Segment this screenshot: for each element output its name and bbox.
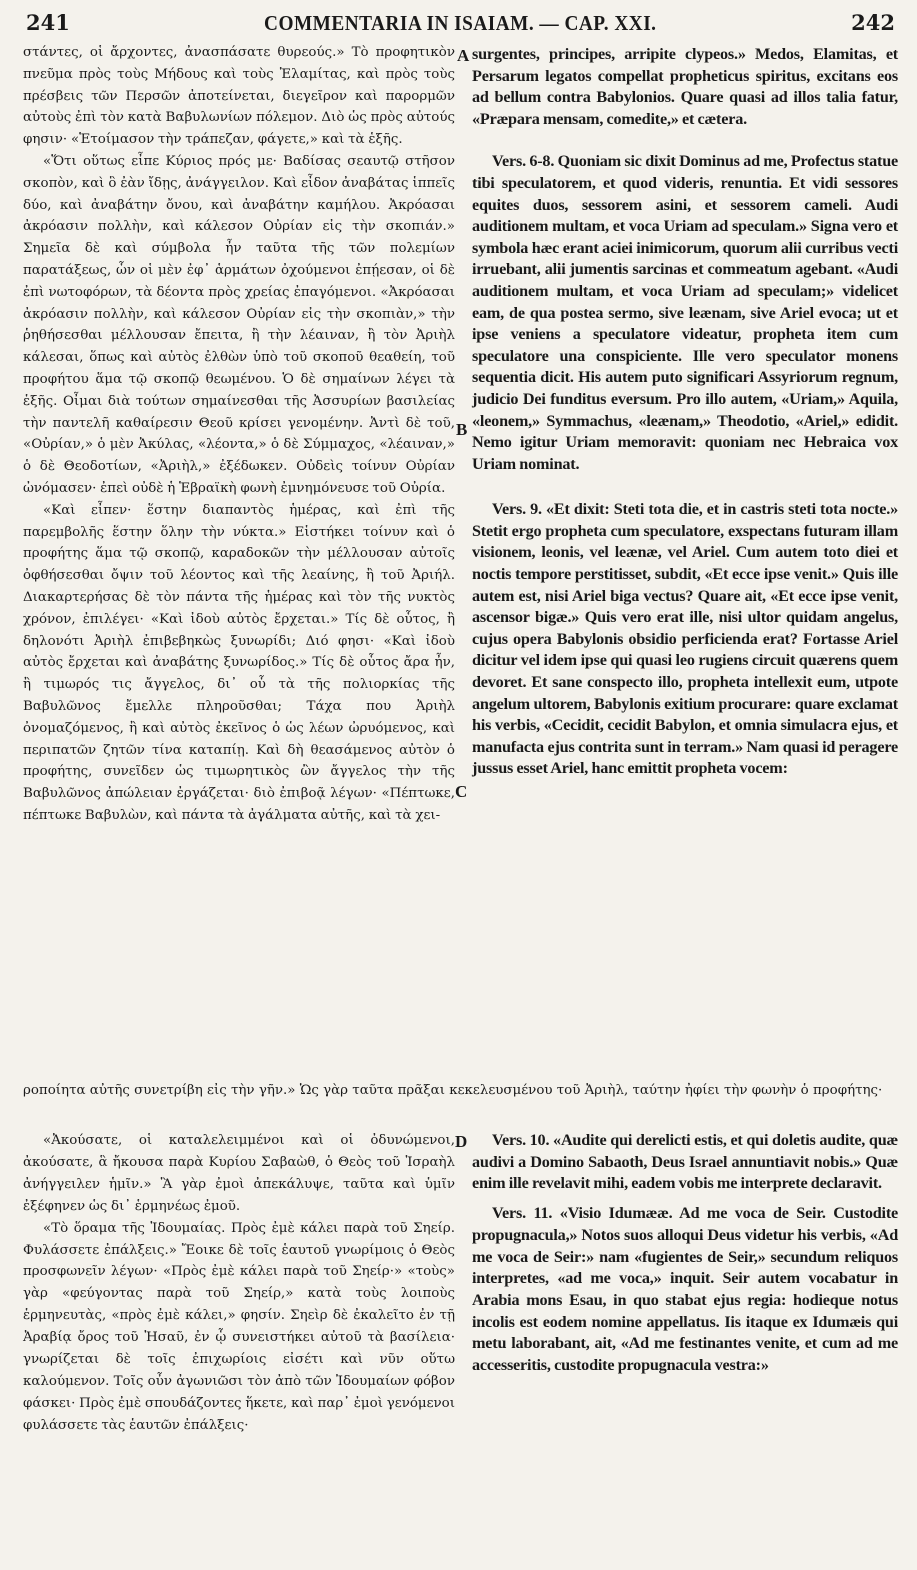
latin-paragraph: Vers. 11. «Visio Idumææ. Ad me voca de Seir. Custodite propugnacula,» Notos suos alloqui Deus videtur his verbis, «Ad me voca de Seir:» nam «fugientes de Seir,» secundum reliquos interpretes, «ad me voca,» inquit. Seir autem vocabatur in Arabia mons Esau, in quo stabat ejus regia: hodieque notus incolis est eodem nomine appellatus. Iis itaque ex Idumæis qui metu laborabant, ait, «Ad me festinantes venite, et cum ad me accesseritis, custodite propugnacula vestra:» [472,1204,898,1375]
full-width-line [23,1080,898,1102]
left-page-number: 241 [26,10,70,35]
latin-paragraph: Vers. 6-8. Quoniam sic dixit Dominus ad me, Profectus statue tibi speculatorem, et quod videris, renuntia. Et vidi sessores equites duos, sessorem asini, et sessorem cameli. Audi auditionem multam, et voca Uriam ad speculam.» Signa vero et symbola hæc erant aciei inimicorum, quorum alii curribus vecti irruebant, alii jumentis sarcinas et commeatum agebant. «Audi auditionem multam, et voca Uriam ad speculam;» videlicet eam, de qua postea sermo, sive leænam, sive Ariel evoca; ut et ipse veniens a speculatore videatur, propheta item cum speculatore una conspiciente. Ille vero speculator monens sequentia dicit. His autem puto significari Assyriorum regnum, judicio Dei funditus eversum. Pro illo autem, «Uriam,» Aquila, «leonem,» Symmachus, «leænam,» Theodotio, «Ariel,» edidit. Nemo igitur Uriam memoravit: quoniam nec Hebraica vox Uriam nominat. [472,152,898,473]
greek-column-lower [23,1130,455,1437]
latin-column-upper [472,44,898,780]
latin-paragraph: surgentes, principes, arripite clypeos.» Medos, Elamitas, et Persarum legatos compellat propheticus spiritus, excitans eos ad bellum contra Babylonios. Quare quasi ad illos talia fatur, «Præpara mensam, comedite,» et cætera. [472,45,898,128]
running-title: COMMENTARIA IN ISAIAM. — CAP. XXI. [264,11,657,35]
latin-column-lower [472,1130,898,1377]
greek-paragraph: «Ἀκούσατε, οἱ καταλελειμμένοι καὶ οἱ ὀδυνώμενοι, ἀκούσατε, ἃ ἤκουσα παρὰ Κυρίου Σαβαὼθ, ὁ Θεὸς τοῦ Ἰσραὴλ ἀνήγγειλεν ἡμῖν.» Ἃ γὰρ ἐμοὶ ἀπεκάλυψε, ταῦτα καὶ ὑμῖν ἐξέφηνεν ὡς δι᾽ ἑρμηνέως ἐμοῦ. [23,1133,455,1214]
margin-letter-d: D [455,1132,468,1151]
greek-column-upper [23,42,455,827]
margin-letter-b: B [456,420,468,439]
running-header [26,10,895,40]
greek-paragraph: «Ὅτι οὕτως εἶπε Κύριος πρός με· Βαδίσας σεαυτῷ στῆσον σκοπὸν, καὶ ὃ ἐὰν ἴδῃς, ἀνάγγειλον. Καὶ εἶδον ἀναβάτας ἱππεῖς δύο, καὶ ἀναβάτην ὄνου, καὶ ἀναβάτην καμήλου. Ἀκρόασαι ἀκρόασιν πολλὴν, καὶ κάλεσον Οὐρίαν εἰς τὴν σκοπιάν.» Σημεῖα δὲ καὶ σύμβολα ἦν ταῦτα τῆς τῶν πολεμίων παρατάξεως, ὧν οἱ μὲν ἐφ᾽ ἁρμάτων ὀχούμενοι ἐπῄεσαν, οἱ δὲ ἐπὶ νωτοφόρων, τὰ δέοντα πρὸς χρείας ἐπαγόμενοι. «Ἀκρόασαι ἀκρόασιν πολλὴν, καὶ κάλεσον Οὐρίαν εἰς τὴν σκοπιὰν,» τὴν ῥηθήσεσθαι μέλλουσαν ἔπειτα, ἢ τὴν λέαιναν, ἢ τὸν Ἀριὴλ κάλεσαι, ὅπως καὶ αὐτὸς ἐλθὼν ὑπὸ τοῦ σκοποῦ θεαθείη, τοῦ προφήτου ἅμα τῷ σκοπῷ θεωμένου. Ὁ δὲ σημαίνων λέγει τὰ ἑξῆς. Οἶμαι διὰ τούτων σημαίνεσθαι τῆς Ἀσσυρίων βασιλείας τὴν παντελῆ καθαίρεσιν Θεοῦ κρίσει γενομένην. Ἀντὶ δὲ τοῦ, «Οὐρίαν,» ὁ μὲν Ἀκύλας, «λέοντα,» ὁ δὲ Σύμμαχος, «λέαιναν,» ὁ δὲ Θεοδοτίων, «Ἀριὴλ,» ἐξέδωκεν. Οὐδεὶς τοίνυν Οὐρίαν ὠνόμασεν· ἐπεὶ οὐδὲ ἡ Ἑβραϊκὴ φωνὴ ἐμνημόνευσε τοῦ Οὐρία. [23,153,455,496]
greek-paragraph: στάντες, οἱ ἄρχοντες, ἀνασπάσατε θυρεούς.» Τὸ προφητικὸν πνεῦμα πρὸς τοὺς Μήδους καὶ τοὺς Ἐλαμίτας, καὶ πρὸς τοὺς πρέσβεις τῶν Περσῶν ἀποτείνεται, διεγεῖρον καὶ παρορμῶν αὐτοὺς ἐπὶ τὸν κατὰ Βαβυλωνίων πόλεμον. Διὸ ὡς πρὸς αὐτούς φησιν· «Ἑτοίμασον τὴν τράπεζαν, φάγετε,» καὶ τὰ ἑξῆς. [23,45,455,148]
greek-paragraph: «Καὶ εἶπεν· ἕστην διαπαντὸς ἡμέρας, καὶ ἐπὶ τῆς παρεμβολῆς ἕστην ὅλην τὴν νύκτα.» Εἱστήκει τοίνυν καὶ ὁ προφήτης ἅμα τῷ σκοπῷ, καραδοκῶν τὴν μέλλουσαν αὐτοῖς ὀφθήσεσθαι ὄψιν τοῦ λέοντος καὶ τῆς λεαίνης, ἢ τοῦ Ἀριήλ. Διακαρτερήσας δὲ τὸν πάντα τῆς ἡμέρας καὶ τὸν τῆς νυκτὸς χρόνον, ἐπιλέγει· «Καὶ ἰδοὺ αὐτὸς ἔρχεται.» Τίς δὲ οὗτος, ἢ δηλονότι Ἀριὴλ ἐπιβεβηκὼς ξυνωρίδι; Διό φησι· «Καὶ ἰδοὺ αὐτὸς ἔρχεται καὶ ἀναβάτης ξυνωρίδος.» Τίς δὲ οὗτος ἄρα ἦν, ἢ τιμωρός τις ἄγγελος, δι᾽ οὗ τὰ τῆς πολιορκίας τῆς Βαβυλῶνος ἔμελλε πληροῦσθαι; Τάχα που Ἀριὴλ ὀνομαζόμενος, ἢ καὶ αὐτὸς ἐκεῖνος ὁ ὡς λέων ὠρυόμενος, καὶ περιπατῶν ζητῶν τίνα καταπίῃ. Καὶ δὴ θεασάμενος αὐτὸν ὁ προφήτης, συνεῖδεν ὡς τιμωρητικὸς ὢν ἄγγελος τὴν τῆς Βαβυλῶνος ἀπώλειαν ἐργάζεται· διὸ ἐπιβοᾷ λέγων· «Πέπτωκε, πέπτωκε Βαβυλὼν, καὶ πάντα τὰ ἀγάλματα αὐτῆς, καὶ τὰ χει- [23,502,455,823]
margin-letter-c: C [455,782,468,801]
full-width-paragraph: ροποίητα αὐτῆς συνετρίβη εἰς τὴν γῆν.» Ὡς γὰρ ταῦτα πρᾶξαι κεκελευσμένου τοῦ Ἀριὴλ, ταύτην ἠφίει τὴν φωνὴν ὁ προφήτης· [23,1083,883,1098]
greek-paragraph: «Τὸ ὅραμα τῆς Ἰδουμαίας. Πρὸς ἐμὲ κάλει παρὰ τοῦ Σηείρ. Φυλάσσετε ἐπάλξεις.» Ἔοικε δὲ τοῖς ἑαυτοῦ γνωρίμοις ὁ Θεὸς προσφωνεῖν λέγων· «Πρὸς ἐμὲ κάλει παρὰ τοῦ Σηείρ·» «τοὺς» γὰρ «φεύγοντας παρὰ τοῦ Σηείρ,» κατὰ τοὺς λοιποὺς ἑρμηνευτὰς, «πρὸς ἐμὲ κάλει,» φησίν. Σηεὶρ δὲ ἐκαλεῖτο ἐν τῇ Ἀραβίᾳ ὄρος τοῦ Ἠσαῦ, ἐν ᾧ συνειστήκει αὐτοῦ τὰ βασίλεια· γνωρίζεται δὲ τοῖς ἐπιχωρίοις εἰσέτι καὶ νῦν οὕτω καλούμενον. Τοῖς οὖν ἀγωνιῶσι τὸν ἀπὸ τῶν Ἰδουμαίων φόβον φάσκει· Πρὸς ἐμὲ σπουδάζοντες ἥκετε, καὶ παρ᾽ ἐμοὶ γενόμενοι φυλάσσετε τὰς ἑαυτῶν ἐπάλξεις· [23,1220,455,1433]
latin-paragraph: Vers. 10. «Audite qui derelicti estis, et qui doletis audite, quæ audivi a Domino Sabaoth, Deus Israel annuntiavit nobis.» Quæ enim ille revelavit mihi, eadem vobis me interprete declaravit. [472,1131,898,1193]
latin-paragraph: Vers. 9. «Et dixit: Steti tota die, et in castris steti tota nocte.» Stetit ergo propheta cum speculatore, exspectans futuram illam visionem, leonis, vel leænæ, vel Ariel. Cum autem toto diei et noctis tempore perstitisset, subdit, «Et ecce ipse venit.» Quis ille autem est, nisi Ariel biga vectus? Quare ait, «Et ecce ipse venit, ascensor bigæ.» Quis vero erat ille, nisi ultor quidam angelus, cujus opera Babylonis obsidio perficienda erat? Fortasse Ariel dicitur vel idem ipse qui quasi leo rugiens circuit quærens quem devoret. Et sane conspecto illo, propheta intellexit eum, utpote angelum ultorem, Babylonis exitium procurare: quare exclamat his verbis, «Cecidit, cecidit Babylon, et omnia simulacra ejus, et manufacta ejus contrita sunt in terram.» Nam quasi id peragere jussus esset Ariel, hanc emittit propheta vocem: [472,500,898,778]
margin-letter-a: A [457,46,470,65]
right-page-number: 242 [851,10,895,35]
